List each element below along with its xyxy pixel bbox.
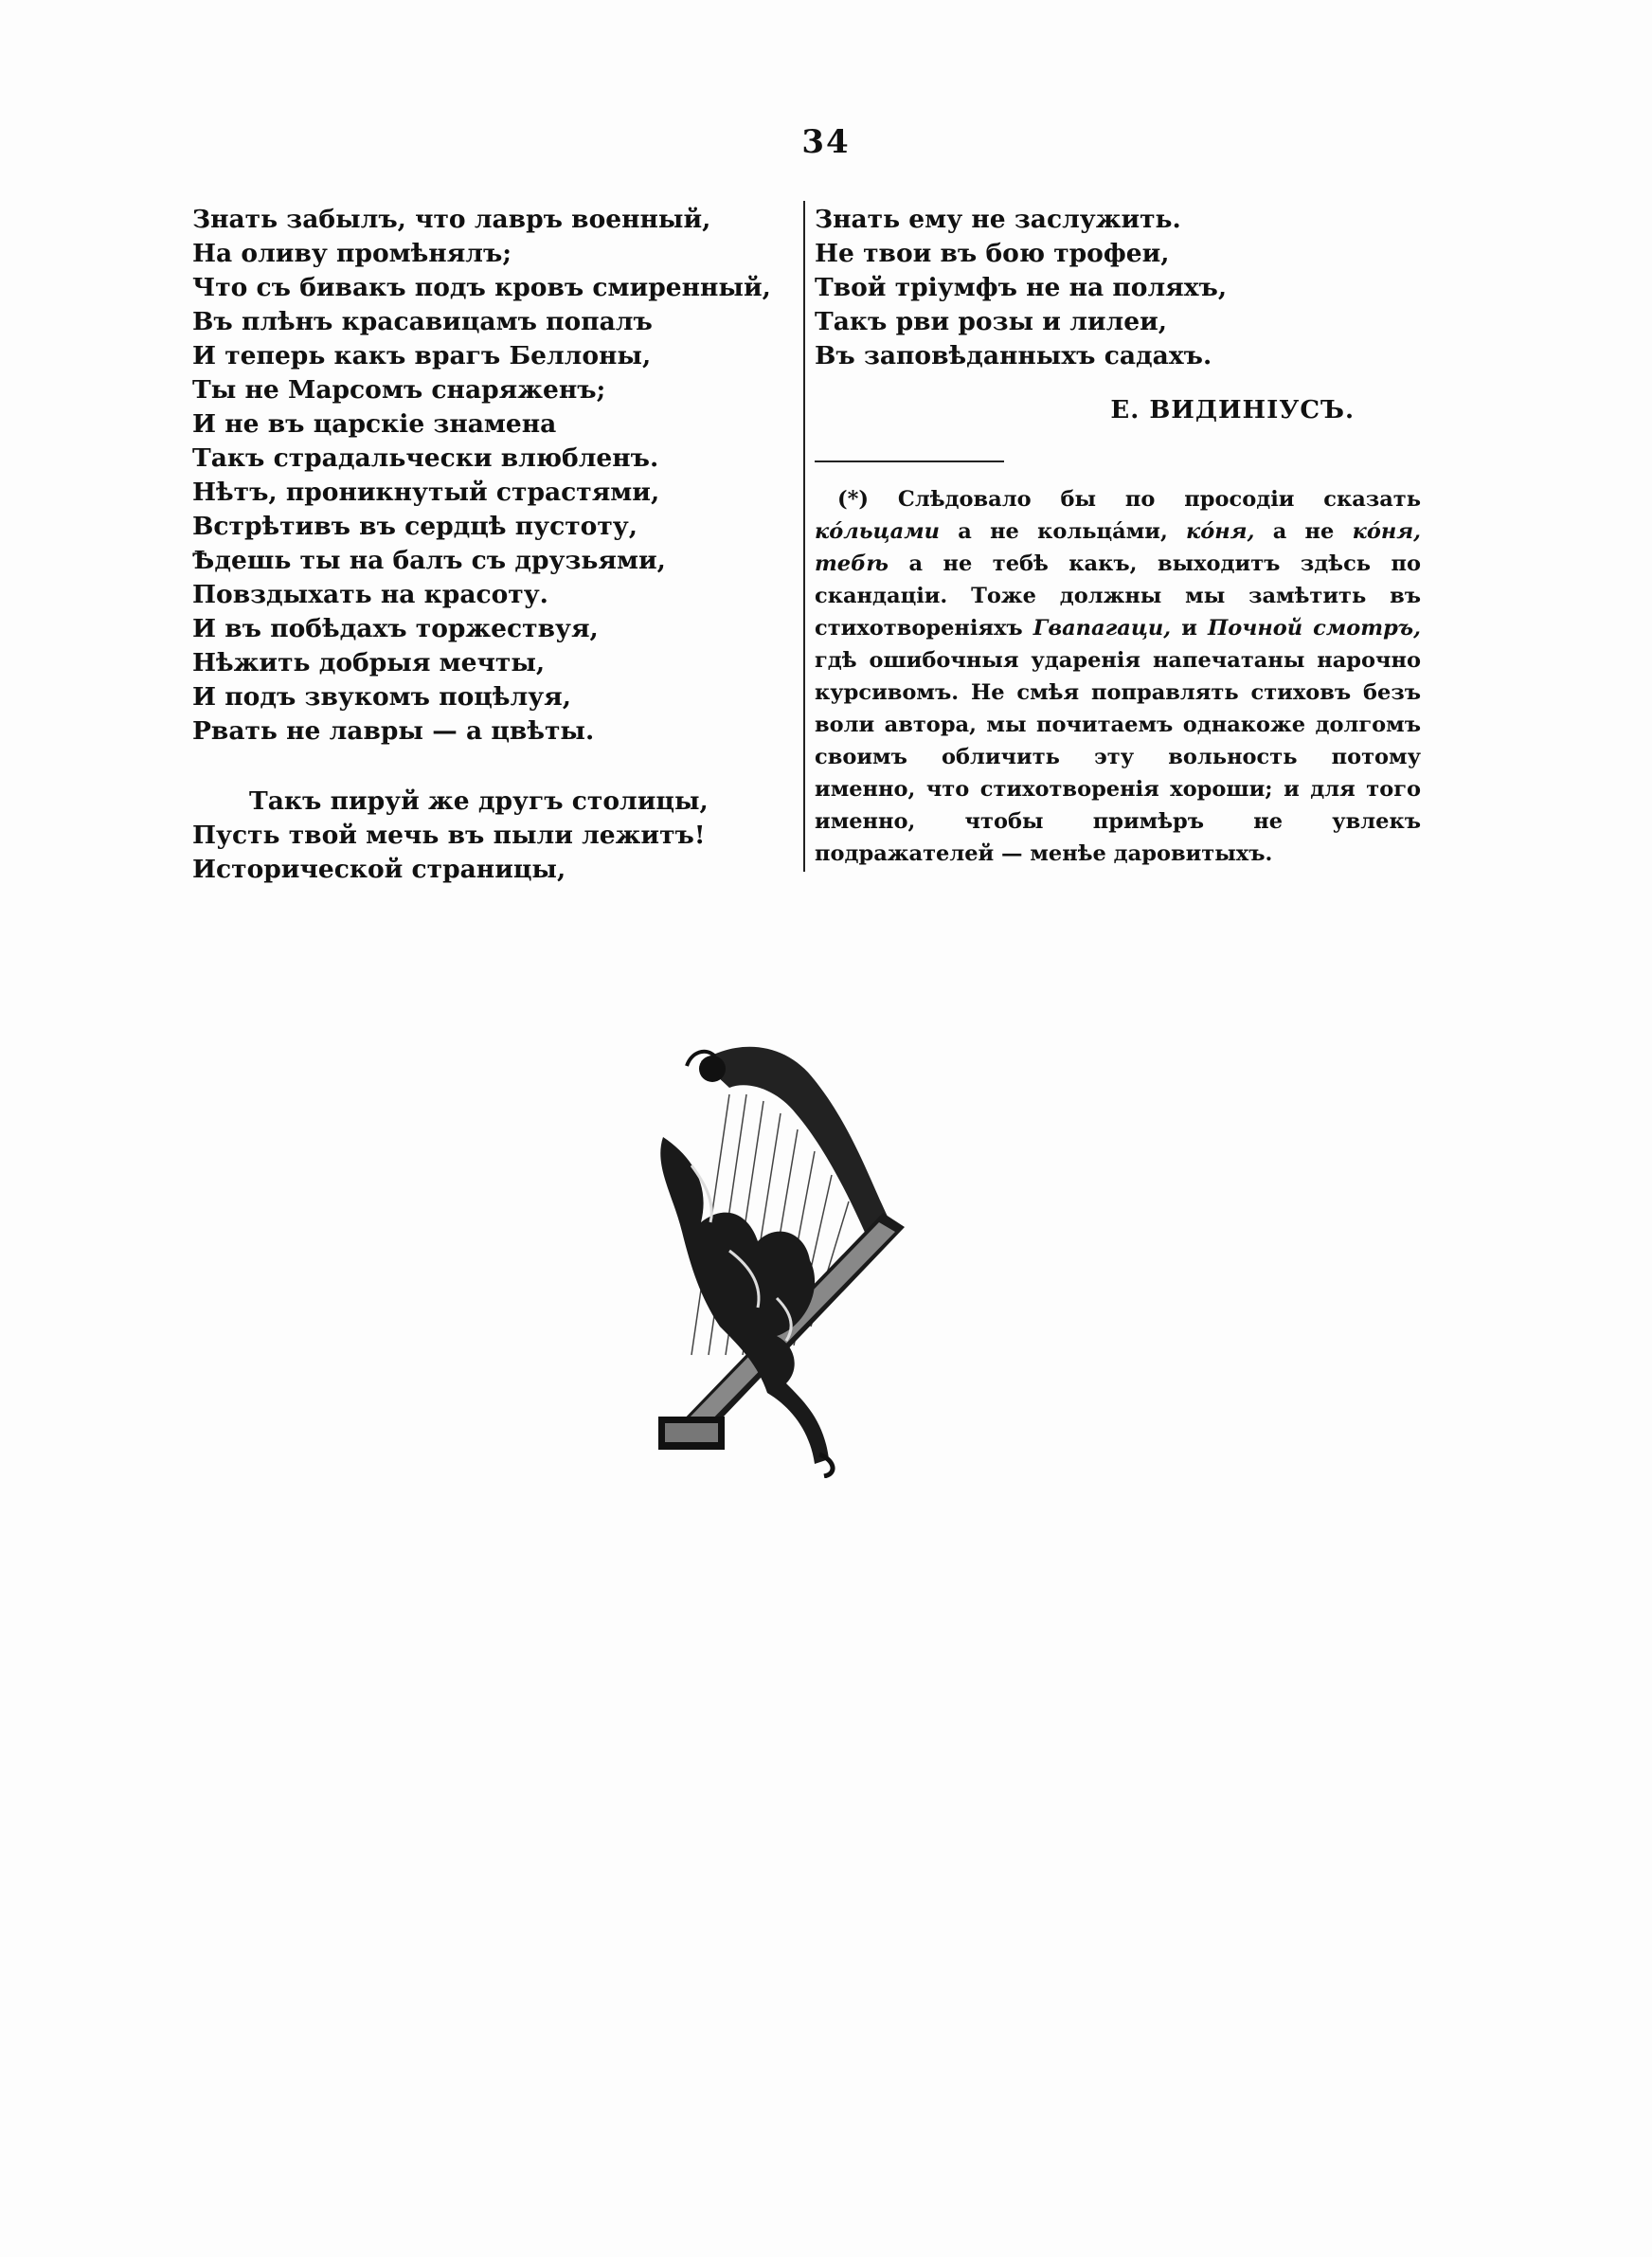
verse-line: Нѣжить добрыя мечты, [192,648,546,677]
footnote-text: и [1171,616,1208,641]
verse-line: Такъ страдальчески влюбленъ. [192,443,659,473]
poem-right-column [815,203,1421,870]
footnote-italic: Почной смотръ, [1207,616,1421,641]
verse-line: Встрѣтивъ въ сердцѣ пустоту, [192,512,637,541]
footnote-text: (*) Слѣдовало бы по просодіи сказать [837,487,1421,512]
verse-line: Ты не Марсомъ снаряженъ; [192,375,606,405]
verse-line: Повздыхать на красоту. [192,580,548,609]
footnote [815,483,1421,870]
footnote-italic: кóня, тебѣ [815,519,1421,576]
footnote-text: а не кольцáми, [939,519,1187,544]
verse-line: Въ плѣнъ красавицамъ попалъ [192,307,653,336]
verse-line: Знать забылъ, что лавръ военный, [192,205,711,234]
verse-line: Знать ему не заслужить. [815,205,1181,234]
poem-left-column [192,203,799,887]
verse-line: И въ побѣдахъ торжествуя, [192,614,599,643]
verse-line: Въ заповѣданныхъ садахъ. [815,341,1212,370]
verse-line: Твой тріумфъ не на поляхъ, [815,273,1228,302]
footnote-italic: Гвапагаци, [1032,616,1172,641]
page-number: 34 [801,123,851,161]
verse-line: И теперь какъ врагъ Беллоны, [192,341,652,370]
footnote-italic: кóльцами [815,519,940,544]
column-divider [803,201,805,872]
harp-and-sword-vignette-icon [635,1042,938,1478]
verse-line: Такъ пируй же другъ столицы, [249,786,709,816]
verse-line: Ѣдешь ты на балъ съ друзьями, [192,546,666,575]
verse-line: Исторической страницы, [192,855,566,884]
verse-line: Не твои въ бою трофеи, [815,239,1170,268]
footnote-rule [815,460,1004,462]
footnote-italic: кóня, [1186,519,1255,544]
verse-line: Пусть твой мечь въ пыли лежитъ! [192,821,706,850]
footnote-text: а не тебѣ какъ, выходитъ здѣсь по скандаціи. Тоже должны мы замѣтить въ стихотвореніяхъ [815,551,1421,641]
verse-line: И не въ царскіе знамена [192,409,557,439]
verse-line: Что съ бивакъ подъ кровъ смиренный, [192,273,771,302]
verse-line: Такъ рви розы и лилеи, [815,307,1167,336]
verse-line: На оливу промѣнялъ; [192,239,512,268]
footnote-text: а не [1254,519,1353,544]
verse-line: Нѣтъ, проникнутый страстями, [192,478,660,507]
stanza-break [192,749,799,785]
footnote-text: гдѣ ошибочныя ударенія напечатаны нарочно курсивомъ. Не смѣя поправлять стиховъ безъ воли автора, мы почитаемъ однакоже долгомъ своимъ обличить эту вольность потому именно, что стихотворенія хороши; и для того именно, чтобы примѣръ не увлекъ подражателей — менѣе даровитыхъ. [815,648,1421,866]
verse-line: И подъ звукомъ поцѣлуя, [192,682,571,712]
verse-line: Рвать не лавры — а цвѣты. [192,716,595,746]
poem-author: Е. ВИДИНІУСЪ. [1110,396,1355,424]
